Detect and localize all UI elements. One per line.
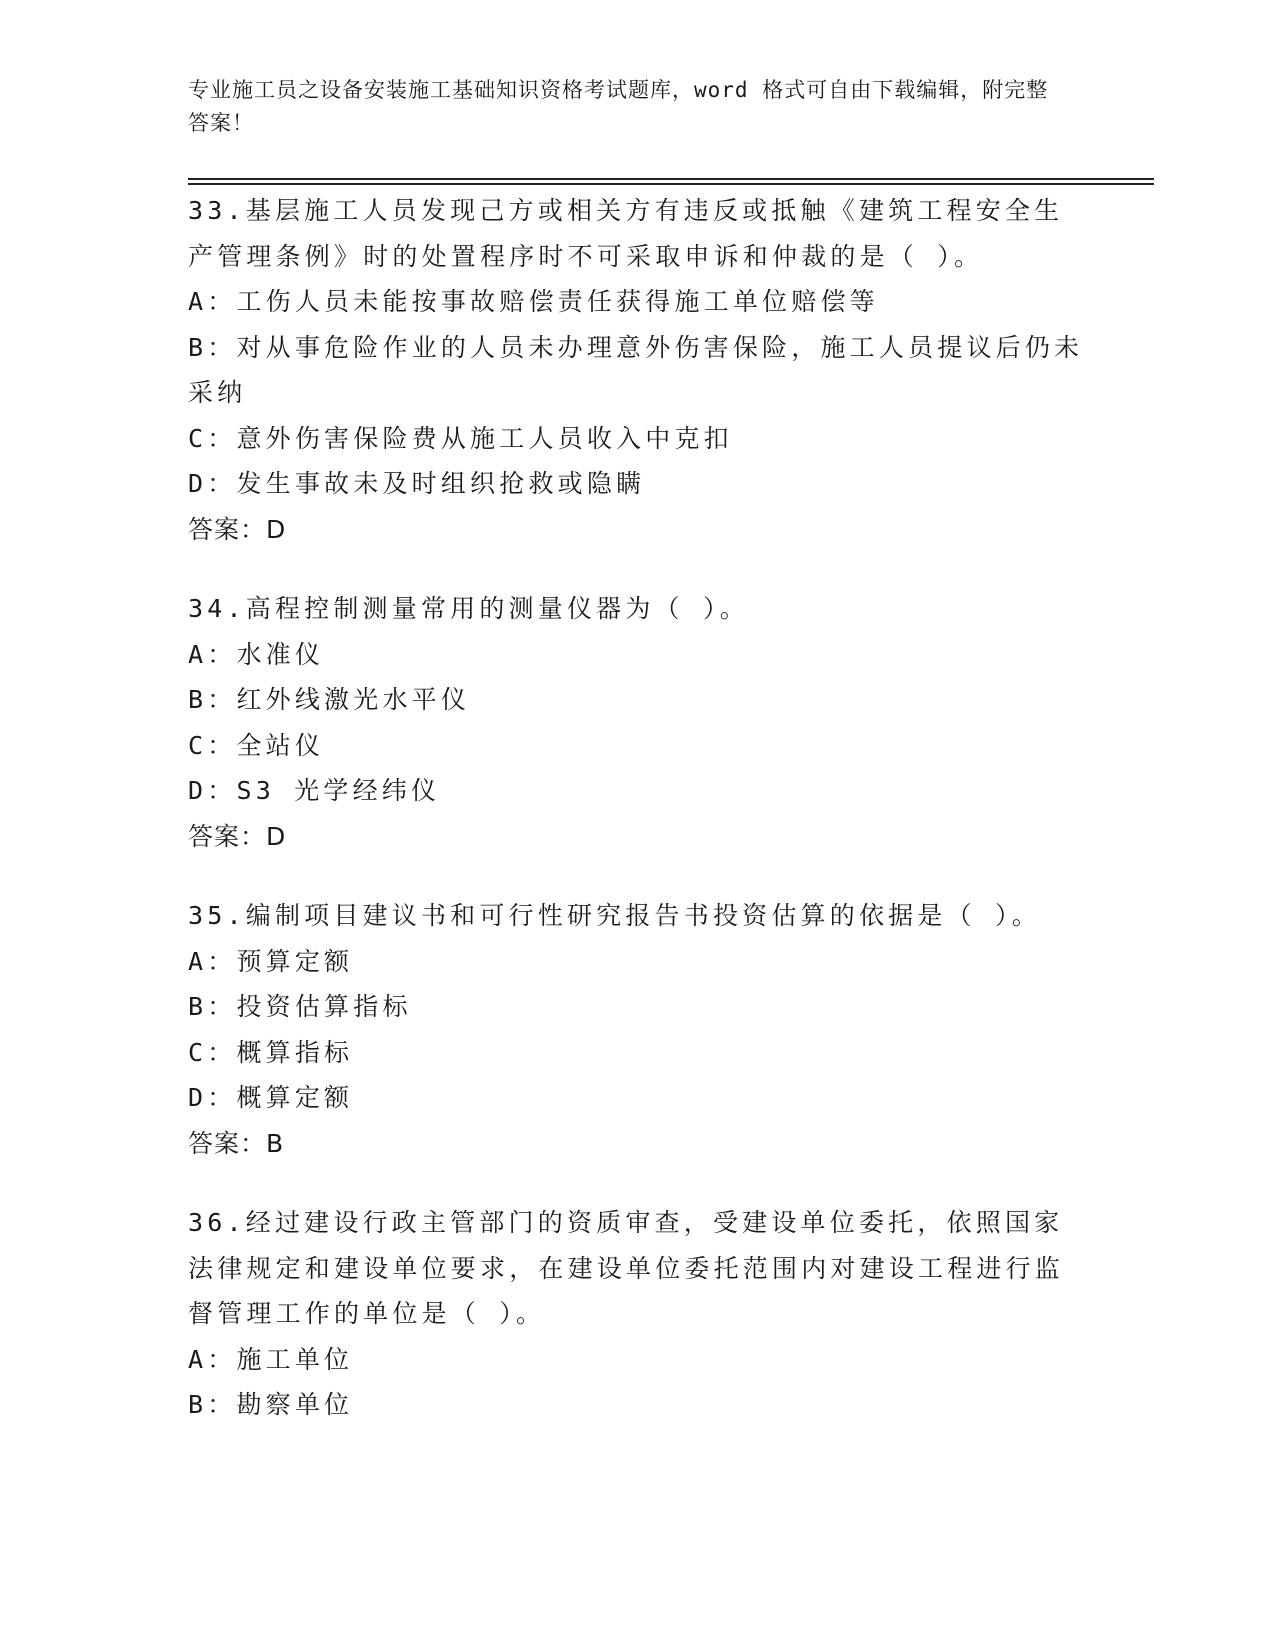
option-c: C：意外伤害保险费从施工人员收入中克扣 xyxy=(188,423,733,453)
option-a: A：水准仪 xyxy=(188,639,325,669)
question-list xyxy=(188,188,1088,1462)
option-d: D：概算定额 xyxy=(188,1083,354,1112)
question-33 xyxy=(188,188,1088,552)
document-header: 专业施工员之设备安装施工基础知识资格考试题库，word 格式可自由下载编辑，附完整答案！ xyxy=(188,78,1049,135)
option-c: C：全站仪 xyxy=(188,730,325,760)
option-b: B：红外线激光水平仪 xyxy=(188,685,471,714)
option-d: D：发生事故未及时组织抢救或隐瞒 xyxy=(188,469,646,498)
option-c: C：概算指标 xyxy=(188,1037,354,1067)
option-b: B：对从事危险作业的人员未办理意外伤害保险，施工人员提议后仍未采纳 xyxy=(188,332,1084,407)
answer: 答案：D xyxy=(188,514,287,544)
header-divider-top xyxy=(188,178,1154,180)
question-stem: 35.编制项目建议书和可行性研究报告书投资估算的依据是（ ）。 xyxy=(188,901,1041,930)
question-35 xyxy=(188,893,1088,1166)
option-b: B：勘察单位 xyxy=(188,1390,354,1419)
option-d: D：S3 光学经纬仪 xyxy=(188,776,441,805)
header-divider-bottom xyxy=(188,183,1154,185)
option-a: A：施工单位 xyxy=(188,1344,354,1374)
option-a: A：工伤人员未能按事故赔偿责任获得施工单位赔偿等 xyxy=(188,287,879,316)
answer: 答案：D xyxy=(188,821,287,851)
option-b: B：投资估算指标 xyxy=(188,992,412,1021)
question-stem: 34.高程控制测量常用的测量仪器为（ ）。 xyxy=(188,594,749,623)
question-stem: 36.经过建设行政主管部门的资质审查，受建设单位委托，依照国家法律规定和建设单位要求，在建设单位委托范围内对建设工程进行监督管理工作的单位是（ ）。 xyxy=(188,1208,1065,1328)
option-a: A：预算定额 xyxy=(188,946,354,976)
question-34 xyxy=(188,586,1088,859)
question-stem: 33.基层施工人员发现己方或相关方有违反或抵触《建筑工程安全生产管理条例》时的处置程序时不可采取申诉和仲裁的是（ ）。 xyxy=(188,196,1064,271)
answer: 答案：B xyxy=(188,1128,285,1158)
question-36 xyxy=(188,1200,1088,1428)
